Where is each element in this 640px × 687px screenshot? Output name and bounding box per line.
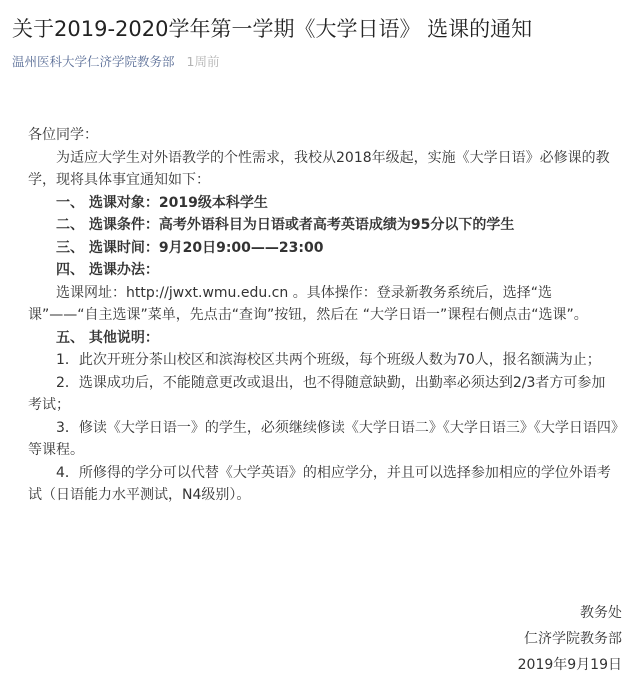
signature-block	[518, 600, 622, 678]
article-title: 关于2019-2020学年第一学期《大学日语》 选课的通知	[12, 17, 533, 41]
note-item: 2．选课成功后，不能随意更改或退出，也不得随意缺勤，出勤率必须达到2/3者方可参加考试；	[28, 374, 606, 413]
signature-dept: 教务处	[580, 605, 622, 621]
note-item: 4．所修得的学分可以代替《大学英语》的相应学分，并且可以选择参加相应的学位外语考试（日语能力水平测试，N4级别）。	[28, 464, 611, 503]
account-name-link[interactable]: 温州医科大学仁济学院教务部	[12, 54, 175, 69]
item-target: 一、 选课对象：2019级本科学生	[56, 194, 268, 211]
item-method: 四、 选课办法：	[56, 262, 159, 278]
item-time: 三、 选课时间：9月20日9:00——23:00	[56, 239, 324, 256]
greeting: 各位同学：	[28, 127, 98, 143]
article-body	[28, 124, 618, 507]
notes-header: 五、 其他说明：	[56, 329, 159, 346]
article-meta	[12, 53, 219, 71]
method-paragraph: 选课网址：http://jwxt.wmu.edu.cn 。具体操作：登录新教务系统后，选择“选课”——“自主选课”菜单，先点击“查询”按钮，然后在 “大学日语一”课程右侧点击“选课”。	[28, 284, 588, 323]
intro-paragraph: 为适应大学生对外语教学的个性需求，我校从2018年级起，实施《大学日语》必修课的教学，现将具体事宜通知如下：	[28, 149, 610, 188]
note-item: 1．此次开班分茶山校区和滨海校区共两个班级，每个班级人数为70人，报名额满为止；	[56, 352, 601, 368]
signature-date: 2019年9月19日	[517, 657, 622, 673]
note-item: 3．修读《大学日语一》的学生，必须继续修读《大学日语二》《大学日语三》《大学日语四》等课程。	[28, 419, 618, 458]
publish-time: 1周前	[186, 54, 220, 69]
signature-college: 仁济学院教务部	[524, 631, 622, 647]
item-condition: 二、 选课条件：高考外语科目为日语或者高考英语成绩为95分以下的学生	[56, 217, 515, 233]
